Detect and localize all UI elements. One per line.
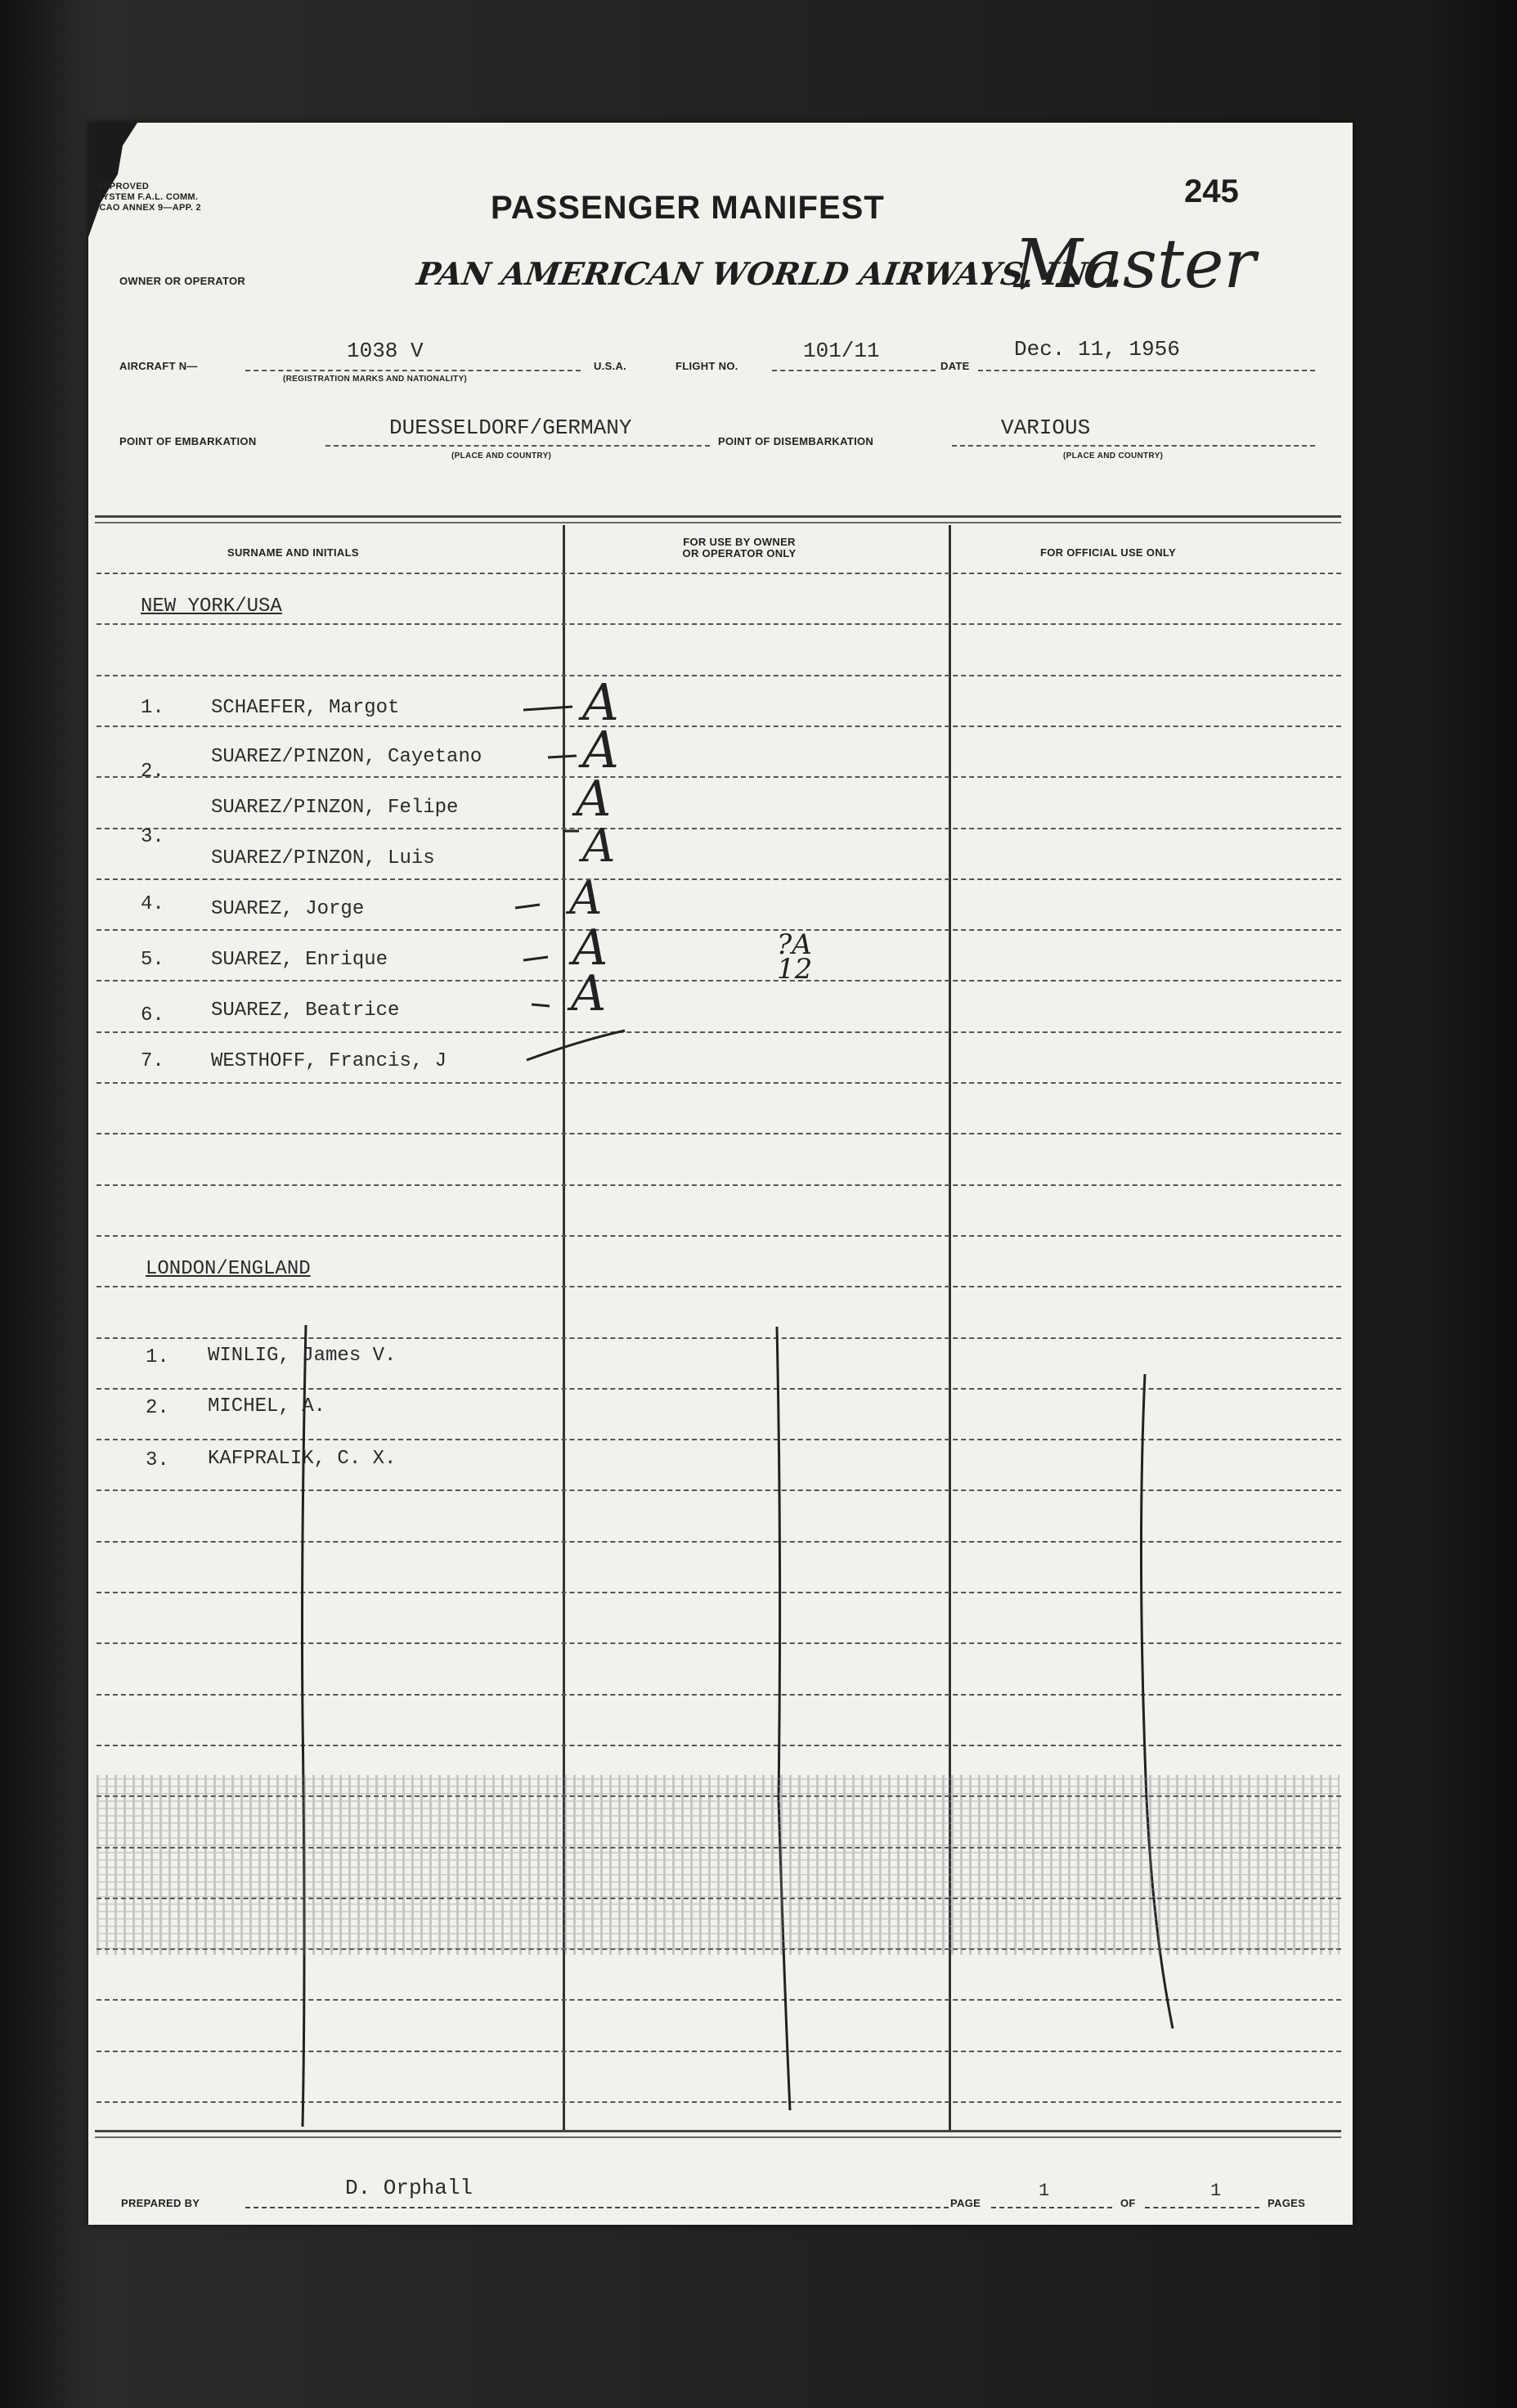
aircraft-value: 1038 V <box>347 339 424 363</box>
disembark-caption: (PLACE AND COUNTRY) <box>1063 452 1164 460</box>
aircraft-underline <box>245 370 581 371</box>
row-rule <box>96 623 1341 625</box>
row-rule <box>96 776 1341 778</box>
table-bottom-rule <box>95 2130 1341 2132</box>
row-rule <box>96 878 1341 880</box>
row-rule <box>96 980 1341 982</box>
owner-label: OWNER OR OPERATOR <box>119 275 246 287</box>
bleed-through-noise <box>96 1775 1340 1955</box>
date-underline <box>978 370 1315 371</box>
row-rule <box>96 1133 1341 1134</box>
flight-label: FLIGHT NO. <box>675 360 738 372</box>
row-rule <box>96 1286 1341 1287</box>
handwritten-note: Master <box>1014 226 1256 303</box>
row-rule <box>96 1082 1341 1084</box>
dash-stroke <box>523 957 548 960</box>
usa-label: U.S.A. <box>594 360 627 372</box>
vertical-stroke <box>303 1325 307 2127</box>
column-header-operator <box>666 537 813 559</box>
passenger-number: 3. <box>146 1449 169 1471</box>
handwritten-dashes <box>458 671 671 1080</box>
row-rule <box>96 1031 1341 1033</box>
page-underline <box>991 2207 1112 2208</box>
approval-line: ICAO ANNEX 9—APP. 2 <box>96 203 201 213</box>
handwritten-mark: A <box>572 919 608 977</box>
passenger-name: MICHEL, A. <box>208 1395 326 1417</box>
passenger-name: SUAREZ/PINZON, Felipe <box>211 797 459 819</box>
handwritten-side-note: ?A 12 <box>777 928 813 986</box>
group-heading: LONDON/ENGLAND <box>146 1258 311 1280</box>
vertical-stroke <box>777 1327 790 2110</box>
passenger-name: SUAREZ/PINZON, Luis <box>211 847 435 869</box>
passenger-name: KAFPRALIK, C. X. <box>208 1448 397 1470</box>
passenger-number: 2. <box>141 761 164 783</box>
column-header-operator-line: OR OPERATOR ONLY <box>682 547 797 559</box>
disembark-label: POINT OF DISEMBARKATION <box>718 435 874 447</box>
column-header-official: FOR OFFICIAL USE ONLY <box>1040 546 1176 559</box>
handwritten-mark: A <box>576 770 612 828</box>
passenger-number: 1. <box>141 697 164 719</box>
handwritten-mark: A <box>582 672 619 732</box>
embark-underline <box>325 445 710 447</box>
of-value: 1 <box>1210 2181 1222 2201</box>
passenger-name: SUAREZ/PINZON, Cayetano <box>211 746 482 768</box>
embark-caption: (PLACE AND COUNTRY) <box>451 452 552 460</box>
prepared-underline <box>245 2207 949 2208</box>
row-rule <box>96 1184 1341 1186</box>
passenger-number: 1. <box>146 1346 169 1368</box>
passenger-name: SCHAEFER, Margot <box>211 697 400 719</box>
approval-line: APPROVED <box>96 182 150 191</box>
passenger-number: 7. <box>141 1050 164 1072</box>
passenger-name: SUAREZ, Beatrice <box>211 1000 400 1022</box>
row-rule <box>96 828 1341 829</box>
date-label: DATE <box>940 360 970 372</box>
handwritten-mark: A <box>582 820 616 873</box>
row-rule <box>96 929 1341 931</box>
handwritten-mark: A <box>571 965 607 1022</box>
prepared-value: D. Orphall <box>345 2176 474 2200</box>
passenger-number: 3. <box>141 826 164 848</box>
table-top-rule <box>95 515 1341 518</box>
column-header-surname: SURNAME AND INITIALS <box>227 546 359 559</box>
disembark-value: VARIOUS <box>1001 416 1091 440</box>
disembark-underline <box>952 445 1315 447</box>
page-stamp-number: 245 <box>1184 173 1239 209</box>
page-value: 1 <box>1039 2181 1050 2201</box>
page-label: PAGE <box>950 2197 981 2209</box>
passenger-number: 5. <box>141 949 164 971</box>
group-heading: NEW YORK/USA <box>141 595 282 618</box>
dash-stroke <box>527 1031 625 1060</box>
handwritten-vertical-strokes <box>270 1309 1210 2143</box>
dash-stroke <box>548 756 577 757</box>
row-rule <box>96 573 1341 574</box>
page-title: PASSENGER MANIFEST <box>491 190 885 226</box>
passenger-number: 2. <box>146 1397 169 1419</box>
date-value: Dec. 11, 1956 <box>1014 337 1180 362</box>
owner-value: PAN AMERICAN WORLD AIRWAYS, INC. <box>414 255 1125 292</box>
dash-stroke <box>523 707 572 710</box>
passenger-number: 6. <box>141 1004 164 1027</box>
dash-stroke <box>515 905 540 908</box>
column-header-operator-line: FOR USE BY OWNER <box>683 536 796 548</box>
aircraft-label: AIRCRAFT N— <box>119 360 198 372</box>
passenger-name: SUAREZ, Enrique <box>211 949 388 971</box>
approval-line: SYSTEM F.A.L. COMM. <box>96 192 199 202</box>
row-rule <box>96 1235 1341 1237</box>
registration-caption: (REGISTRATION MARKS AND NATIONALITY) <box>283 375 468 384</box>
embark-label: POINT OF EMBARKATION <box>119 435 257 447</box>
flight-underline <box>772 370 936 371</box>
pages-label: PAGES <box>1268 2197 1306 2209</box>
of-underline <box>1145 2207 1259 2208</box>
dash-stroke <box>532 1004 550 1006</box>
passenger-number: 4. <box>141 893 164 915</box>
row-rule <box>96 726 1341 727</box>
approval-block <box>96 182 201 213</box>
passenger-name: WINLIG, James V. <box>208 1345 397 1367</box>
handwritten-mark: A <box>582 720 619 779</box>
handwritten-mark: A <box>569 872 603 925</box>
embark-value: DUESSELDORF/GERMANY <box>389 416 632 440</box>
passenger-name: WESTHOFF, Francis, J <box>211 1050 447 1072</box>
table-bottom-rule-2 <box>95 2136 1341 2138</box>
table-top-rule-2 <box>95 522 1341 523</box>
flight-value: 101/11 <box>803 339 880 363</box>
prepared-label: PREPARED BY <box>121 2197 200 2209</box>
of-label: OF <box>1120 2197 1136 2209</box>
row-rule <box>96 675 1341 676</box>
passenger-name: SUAREZ, Jorge <box>211 898 365 920</box>
